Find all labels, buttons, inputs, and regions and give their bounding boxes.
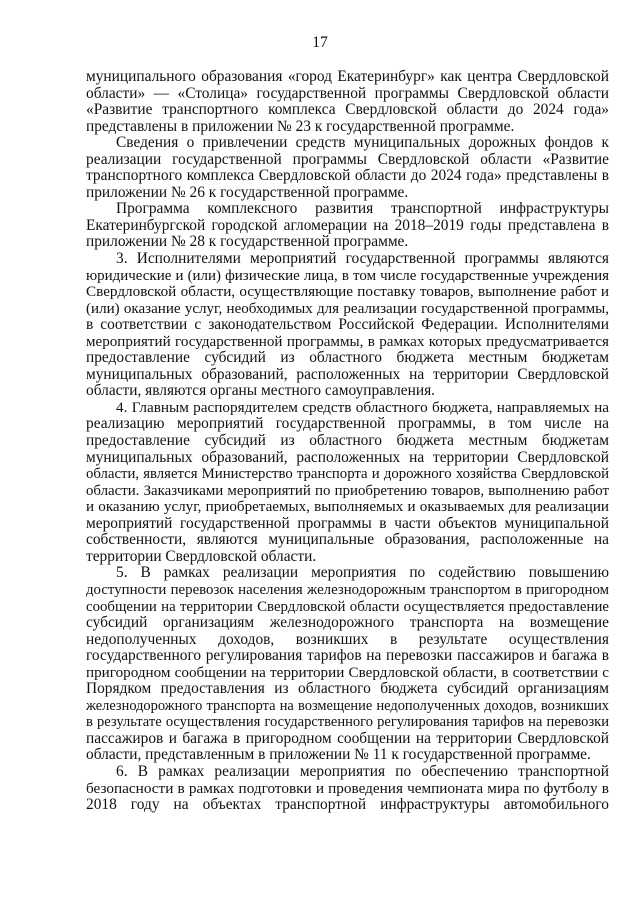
text-line: собственности, являются муниципальные образования, расположенные на <box>86 532 609 549</box>
text-line: и оказанию услуг, приобретаемых, выполняемых и оказываемых для реализации <box>86 499 609 516</box>
text-line: юридические и (или) физические лица, в том числе государственные учреждения <box>86 267 609 284</box>
text-line: 2018 году на объектах транспортной инфраструктуры автомобильного <box>86 797 609 814</box>
text-line: муниципальных образований, расположенных на территории Свердловской <box>86 449 609 466</box>
text-line: области, является Министерство транспорта и дорожного хозяйства Свердловской <box>86 466 609 483</box>
text-line: приложении № 28 к государственной программе. <box>86 234 409 251</box>
text-line: в соответствии с законодательством Российской Федерации. Исполнителями <box>86 317 609 334</box>
text-line: 3. Исполнителями мероприятий государственной программы являются <box>116 251 609 268</box>
text-line: 6. В рамках реализации мероприятия по обеспечению транспортной <box>116 763 609 780</box>
text-line: области» — «Столица» государственной программы Свердловской области <box>86 85 609 102</box>
text-line: Свердловской области, осуществляющие поставку товаров, выполнение работ и <box>86 284 609 301</box>
text-line: реализацию мероприятий государственной программы, в том числе на <box>86 416 609 433</box>
text-line: муниципальных образований, расположенных на территории Свердловской <box>86 366 609 383</box>
text-line: Программа комплексного развития транспортной инфраструктуры <box>116 201 609 218</box>
text-line: территории Свердловской области. <box>86 548 317 565</box>
text-line: мероприятий государственной программы в части объектов муниципальной <box>86 515 609 532</box>
text-line: 5. В рамках реализации мероприятия по содействию повышению <box>116 565 609 582</box>
text-line: транспортного комплекса Свердловской области до 2024 года» представлены в <box>86 168 609 185</box>
text-line: сообщении на территории Свердловской области осуществляется предоставление <box>86 598 609 615</box>
text-line: субсидий организациям железнодорожного транспорта на возмещение <box>86 615 609 632</box>
text-line: безопасности в рамках подготовки и проведения чемпионата мира по футболу в <box>86 780 609 797</box>
text-line: предоставление субсидий из областного бюджета местным бюджетам <box>86 350 609 367</box>
text-line: мероприятий государственной программы, в рамках которых предусматривается <box>86 333 609 350</box>
text-line: в результате осуществления государственного регулирования тарифов на перевозки <box>86 714 609 731</box>
text-line: области. Заказчиками мероприятий по приобретению товаров, выполнению работ <box>86 482 609 499</box>
text-line: 4. Главным распорядителем средств областного бюджета, направляемых на <box>116 399 609 416</box>
text-line: «Развитие транспортного комплекса Свердловской области до 2024 года» <box>86 102 609 119</box>
text-line: Порядком предоставления из областного бюджета субсидий организациям <box>86 681 609 698</box>
text-line: доступности перевозок населения железнодорожным транспортом в пригородном <box>86 581 609 598</box>
text-line: муниципального образования «город Екатеринбург» как центра Свердловской <box>86 69 609 85</box>
text-line: приложении № 26 к государственной программе. <box>86 184 409 201</box>
text-line: представлены в приложении № 23 к государственной программе. <box>86 118 515 135</box>
body-text <box>86 69 609 814</box>
text-line: области, являются органы местного самоуправления. <box>86 383 436 400</box>
text-line: (или) оказание услуг, необходимых для реализации государственной программы, <box>86 300 609 317</box>
text-line: железнодорожного транспорта на возмещение недополученных доходов, возникших <box>86 697 609 714</box>
text-line: Сведения о привлечении средств муниципальных дорожных фондов к <box>116 135 609 152</box>
text-line: пассажиров и багажа в пригородном сообщении на территории Свердловской <box>86 730 609 747</box>
text-line: реализации государственной программы Свердловской области «Развитие <box>86 151 609 168</box>
text-line: государственного регулирования тарифов на перевозки пассажиров и багажа в <box>86 648 609 665</box>
text-line: Екатеринбургской городской агломерации на 2018–2019 годы представлена в <box>86 217 609 234</box>
text-line: предоставление субсидий из областного бюджета местным бюджетам <box>86 433 609 450</box>
text-line: пригородном сообщении на территории Свердловской области, в соответствии с <box>86 664 609 681</box>
page-number: 17 <box>312 34 328 51</box>
text-line: области, представленным в приложении № 11 к государственной программе. <box>86 747 591 764</box>
text-line: недополученных доходов, возникших в результате осуществления <box>86 631 609 648</box>
